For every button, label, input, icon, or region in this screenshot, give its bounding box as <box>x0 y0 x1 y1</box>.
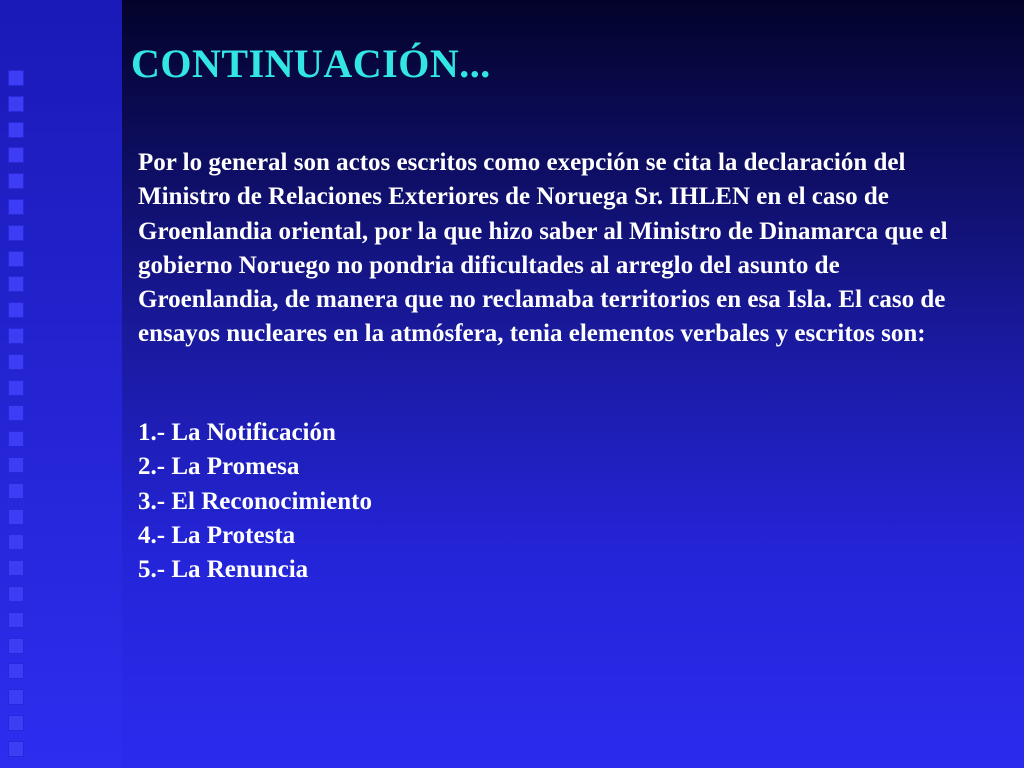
decorative-square <box>8 638 24 654</box>
decorative-square <box>8 122 24 138</box>
list-item: 3.- El Reconocimiento <box>138 487 372 515</box>
decorative-square <box>8 225 24 241</box>
decorative-square <box>8 560 24 576</box>
decorative-side-strip <box>0 0 122 768</box>
decorative-square <box>8 741 24 757</box>
decorative-square <box>8 380 24 396</box>
decorative-square <box>8 251 24 267</box>
decorative-square <box>8 405 24 421</box>
decorative-square <box>8 689 24 705</box>
decorative-square <box>8 534 24 550</box>
elements-list <box>138 416 372 587</box>
decorative-square <box>8 663 24 679</box>
decorative-square <box>8 457 24 473</box>
main-panel <box>122 0 1024 768</box>
decorative-square <box>8 147 24 163</box>
decorative-square <box>8 431 24 447</box>
decorative-square <box>8 612 24 628</box>
list-item: 1.- La Notificación <box>138 419 336 446</box>
decorative-square <box>8 173 24 189</box>
decorative-square <box>8 328 24 344</box>
decorative-square <box>8 483 24 499</box>
decorative-square <box>8 199 24 215</box>
decorative-square <box>8 586 24 602</box>
decorative-square <box>8 509 24 525</box>
decorative-square <box>8 715 24 731</box>
list-item: 5.- La Renuncia <box>138 556 309 584</box>
decorative-square <box>8 70 24 86</box>
list-item: 2.- La Promesa <box>138 453 300 481</box>
slide-title: CONTINUACIÓN... <box>131 41 491 86</box>
decorative-squares-column <box>4 0 28 768</box>
list-item: 4.- La Protesta <box>138 521 296 549</box>
decorative-square <box>8 302 24 318</box>
decorative-square <box>8 276 24 292</box>
decorative-square <box>8 96 24 112</box>
decorative-square <box>8 354 24 370</box>
body-paragraph: Por lo general son actos escritos como exepción se cita la declaración del Ministro de Relaciones Exteriores de Noruega Sr. IHLEN en el caso de Groenlandia oriental, por la que hizo saber al Ministro de Dinamarca que el gobierno Noruego no pondria dificultades al arreglo del asunto de Groenlandia, de manera que no reclamaba territorios en esa Isla. El caso de ensayos nucleares en la atmósfera, tenia elementos verbales y escritos son: <box>138 149 948 348</box>
